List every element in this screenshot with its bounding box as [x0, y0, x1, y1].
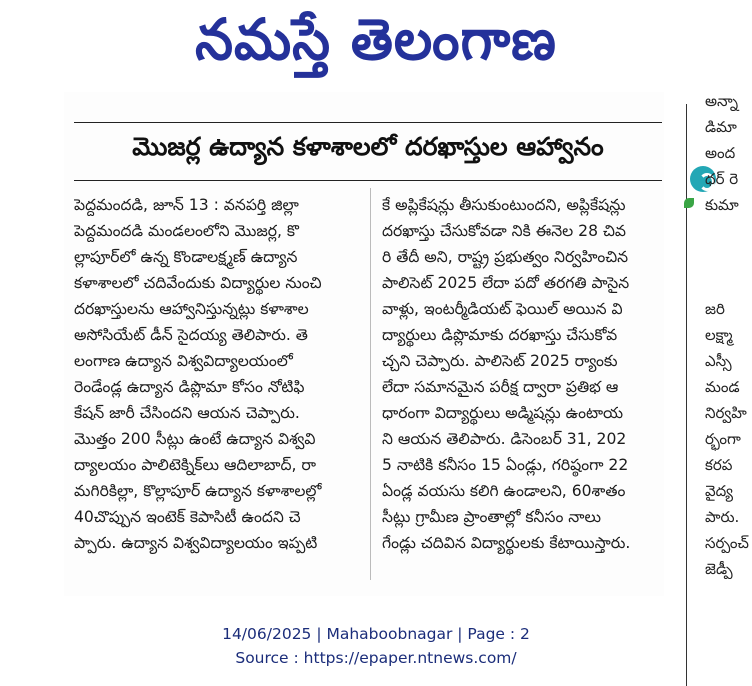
text-line: నిర్వహి	[705, 404, 747, 422]
page-column-rule	[686, 104, 687, 686]
text-line: లక్ష్మా	[705, 326, 733, 344]
text-line: 40చొప్పున ఇంటెక్ కెపాసిటీ ఉందని చె	[74, 508, 301, 526]
leaf-icon	[684, 198, 694, 208]
text-line: సర్పంచ్	[705, 534, 749, 552]
text-line: పెద్దమందడి, జూన్ 13 : వనపర్తి జిల్లా	[74, 196, 299, 214]
text-line: కరప	[705, 456, 733, 474]
column-divider	[370, 188, 371, 580]
text-line: మండ	[705, 378, 740, 396]
text-line: రి తేదీ అని, రాష్ట్ర ప్రభుత్వం నిర్వహించిన	[382, 248, 629, 266]
text-line: ద్యాలయం పాలిటెక్నిక్‌లు ఆదిలాబాద్, రా	[74, 456, 316, 474]
text-line: లంగాణ ఉద్యాన విశ్వవిద్యాలయంలో	[74, 352, 293, 370]
text-line: మొత్తం 200 సీట్లు ఉంటే ఉద్యాన విశ్వవి	[74, 430, 316, 448]
text-line: జరి	[705, 300, 725, 318]
text-line: దరఖాస్తు చేసుకోవడా నికి ఈనెల 28 చివ	[382, 222, 626, 240]
text-line: దరఖాస్తులను ఆహ్వానిస్తున్నట్లు కళాశాల	[74, 300, 309, 318]
text-line: వైద్య	[705, 482, 734, 500]
text-line: ద్యార్థులు డిప్లొమాకు దరఖాస్తు చేసుకోవ	[382, 326, 618, 344]
edition-info: 14/06/2025 | Mahaboobnagar | Page : 2	[222, 625, 530, 643]
spacer	[705, 218, 752, 296]
text-line: అంద	[705, 144, 736, 162]
text-line: లేదా సమానమైన పరీక్ష ద్వారా ప్రతిభ ఆ	[382, 378, 619, 396]
text-line: సీట్లు గ్రామీణ ప్రాంతాల్లో కనీసం నాలు	[382, 508, 601, 526]
text-line: మగిరికిల్లా, కొల్లాపూర్ ఉద్యాన కళాశాలల్లో	[74, 482, 322, 500]
headline-rule-bottom	[74, 180, 662, 181]
text-line: గేండ్లు చదివిన విద్యార్థులకు కేటాయిస్తారు.	[382, 534, 631, 552]
text-line: జెడ్పీ	[705, 560, 733, 578]
text-line: కుమా	[705, 196, 739, 214]
text-line: ని ఆయన తెలిపారు. డిసెంబర్ 31, 202	[382, 430, 627, 448]
text-line: పెద్దమందడి మండలంలోని మొజర్ల, కొ	[74, 222, 299, 240]
text-line: ఎస్సీ	[705, 352, 732, 370]
text-line: ఏండ్ల వయసు కలిగి ఉండాలని, 60శాతం	[382, 482, 626, 500]
neighbor-article-cropped	[705, 88, 752, 648]
article-clipping	[64, 92, 664, 596]
text-line: వాళ్లు, ఇంటర్మీడియట్ ఫెయిల్ అయిన వి	[382, 300, 623, 318]
text-line: ల్లాపూర్‌లో ఉన్న కొండాలక్ష్మణ్ ఉద్యాన	[74, 248, 298, 266]
text-line: రెండేండ్ల ఉద్యాన డిప్లొమా కోసం నోటిఫి	[74, 378, 305, 396]
text-line: ధారంగా విద్యార్థులు అడ్మిషన్లు ఉంటాయ	[382, 404, 624, 422]
text-line: కేషన్ జారీ చేసిందని ఆయన చెప్పారు.	[74, 404, 300, 422]
text-line: పాలిసెట్ 2025 లేదా పదో తరగతి పాసైన	[382, 274, 630, 292]
text-line: కే అప్లికేషన్లు తీసుకుంటుందని, అప్లికేషన్లు	[382, 196, 626, 214]
text-line: ధర్ రె	[705, 170, 739, 188]
text-line: అసోసియేట్ డీన్ సైదయ్య తెలిపారు. తె	[74, 326, 308, 344]
masthead	[0, 0, 752, 80]
text-line: పారు.	[705, 508, 740, 526]
article-column-left	[74, 192, 354, 556]
text-line: ర్భంగా	[705, 430, 741, 448]
newspaper-logo: నమస్తే తెలంగాణ	[195, 6, 557, 73]
text-line: చ్చని చెప్పారు. పాలిసెట్ 2025 ర్యాంకు	[382, 352, 618, 370]
text-line: కళాశాలలో చదివేందుకు విద్యార్థుల నుంచి	[74, 274, 322, 292]
cropped-previous-line	[72, 96, 652, 110]
article-column-right	[382, 192, 662, 556]
text-line: ప్పారు. ఉద్యాన విశ్వవిద్యాలయం ఇప్పటి	[74, 534, 318, 552]
article-headline: మొజర్ల ఉద్యాన కళాశాలలో దరఖాస్తుల ఆహ్వానం	[132, 132, 604, 161]
headline-rule-top	[74, 122, 662, 123]
footer	[0, 622, 752, 670]
source-link[interactable]: Source : https://epaper.ntnews.com/	[235, 649, 517, 667]
text-line: అన్నా	[705, 92, 739, 110]
text-line: 5 నాటికి కనీసం 15 ఏండ్లు, గరిష్ఠంగా 22	[382, 456, 629, 474]
text-line: డిమా	[705, 118, 737, 136]
